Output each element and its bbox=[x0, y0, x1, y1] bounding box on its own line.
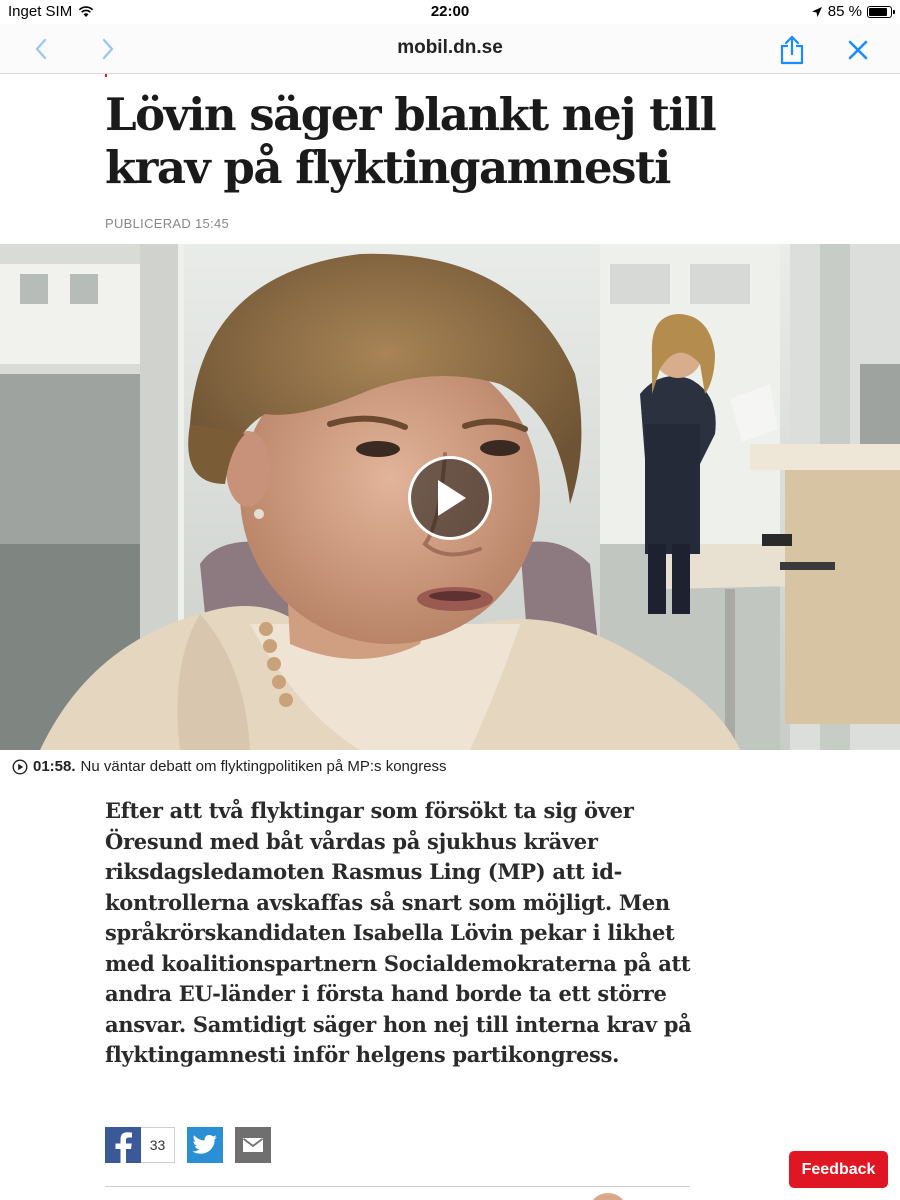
play-circle-icon bbox=[12, 759, 28, 775]
location-arrow-icon bbox=[811, 6, 823, 18]
facebook-button[interactable] bbox=[105, 1127, 141, 1163]
facebook-share[interactable] bbox=[105, 1127, 175, 1163]
mail-icon bbox=[242, 1137, 264, 1153]
next-item-thumbnail bbox=[588, 1193, 628, 1200]
status-bar bbox=[0, 0, 900, 24]
video-thumbnail[interactable] bbox=[0, 244, 900, 750]
video-caption-text: Nu väntar debatt om flyktingpolitiken på MP:s kongress bbox=[80, 758, 447, 775]
feedback-button[interactable]: Feedback bbox=[789, 1151, 888, 1188]
battery-percent: 85 % bbox=[827, 3, 862, 20]
share-button[interactable] bbox=[775, 33, 809, 67]
battery-fill bbox=[869, 8, 887, 16]
twitter-button[interactable] bbox=[187, 1127, 223, 1163]
browser-toolbar bbox=[0, 24, 900, 74]
article-lead: Efter att två flyktingar som försökt ta sig över Öresund med båt vårdas på sjukhus kräver riksdagsledamoten Rasmus Ling (MP) att id-kontrollerna avskaffas så snart som möjligt. Men språkrörskandidaten Isabella Lövin pekar i likhet med koalitionspartnern Socialdemokraterna på att andra EU-länder i första hand borde ta ett större ansvar. Samtidigt säger hon nej till interna krav på flyktingamnesti inför helgens partikongress. bbox=[105, 798, 692, 1067]
status-time: 22:00 bbox=[430, 3, 470, 20]
facebook-icon bbox=[113, 1131, 133, 1163]
battery-icon bbox=[867, 6, 892, 18]
email-share-button[interactable] bbox=[235, 1127, 271, 1163]
video-caption bbox=[12, 758, 447, 775]
share-icon bbox=[779, 35, 805, 65]
content-divider bbox=[105, 1186, 690, 1187]
section-marker bbox=[105, 74, 107, 77]
article-headline: Lövin säger blankt nej till krav på flyktingamnesti bbox=[105, 88, 716, 194]
share-bar bbox=[105, 1127, 271, 1163]
close-icon bbox=[847, 39, 869, 61]
published-time: PUBLICERAD 15:45 bbox=[105, 216, 230, 231]
address-bar[interactable]: mobil.dn.se bbox=[397, 37, 503, 58]
video-duration: 01:58. bbox=[33, 758, 76, 775]
twitter-icon bbox=[192, 1134, 218, 1156]
facebook-share-count: 33 bbox=[141, 1127, 175, 1163]
status-right bbox=[811, 3, 892, 20]
close-button[interactable] bbox=[841, 33, 875, 67]
play-icon bbox=[432, 477, 468, 519]
play-button[interactable] bbox=[408, 456, 492, 540]
carrier-label: Inget SIM bbox=[8, 3, 73, 20]
